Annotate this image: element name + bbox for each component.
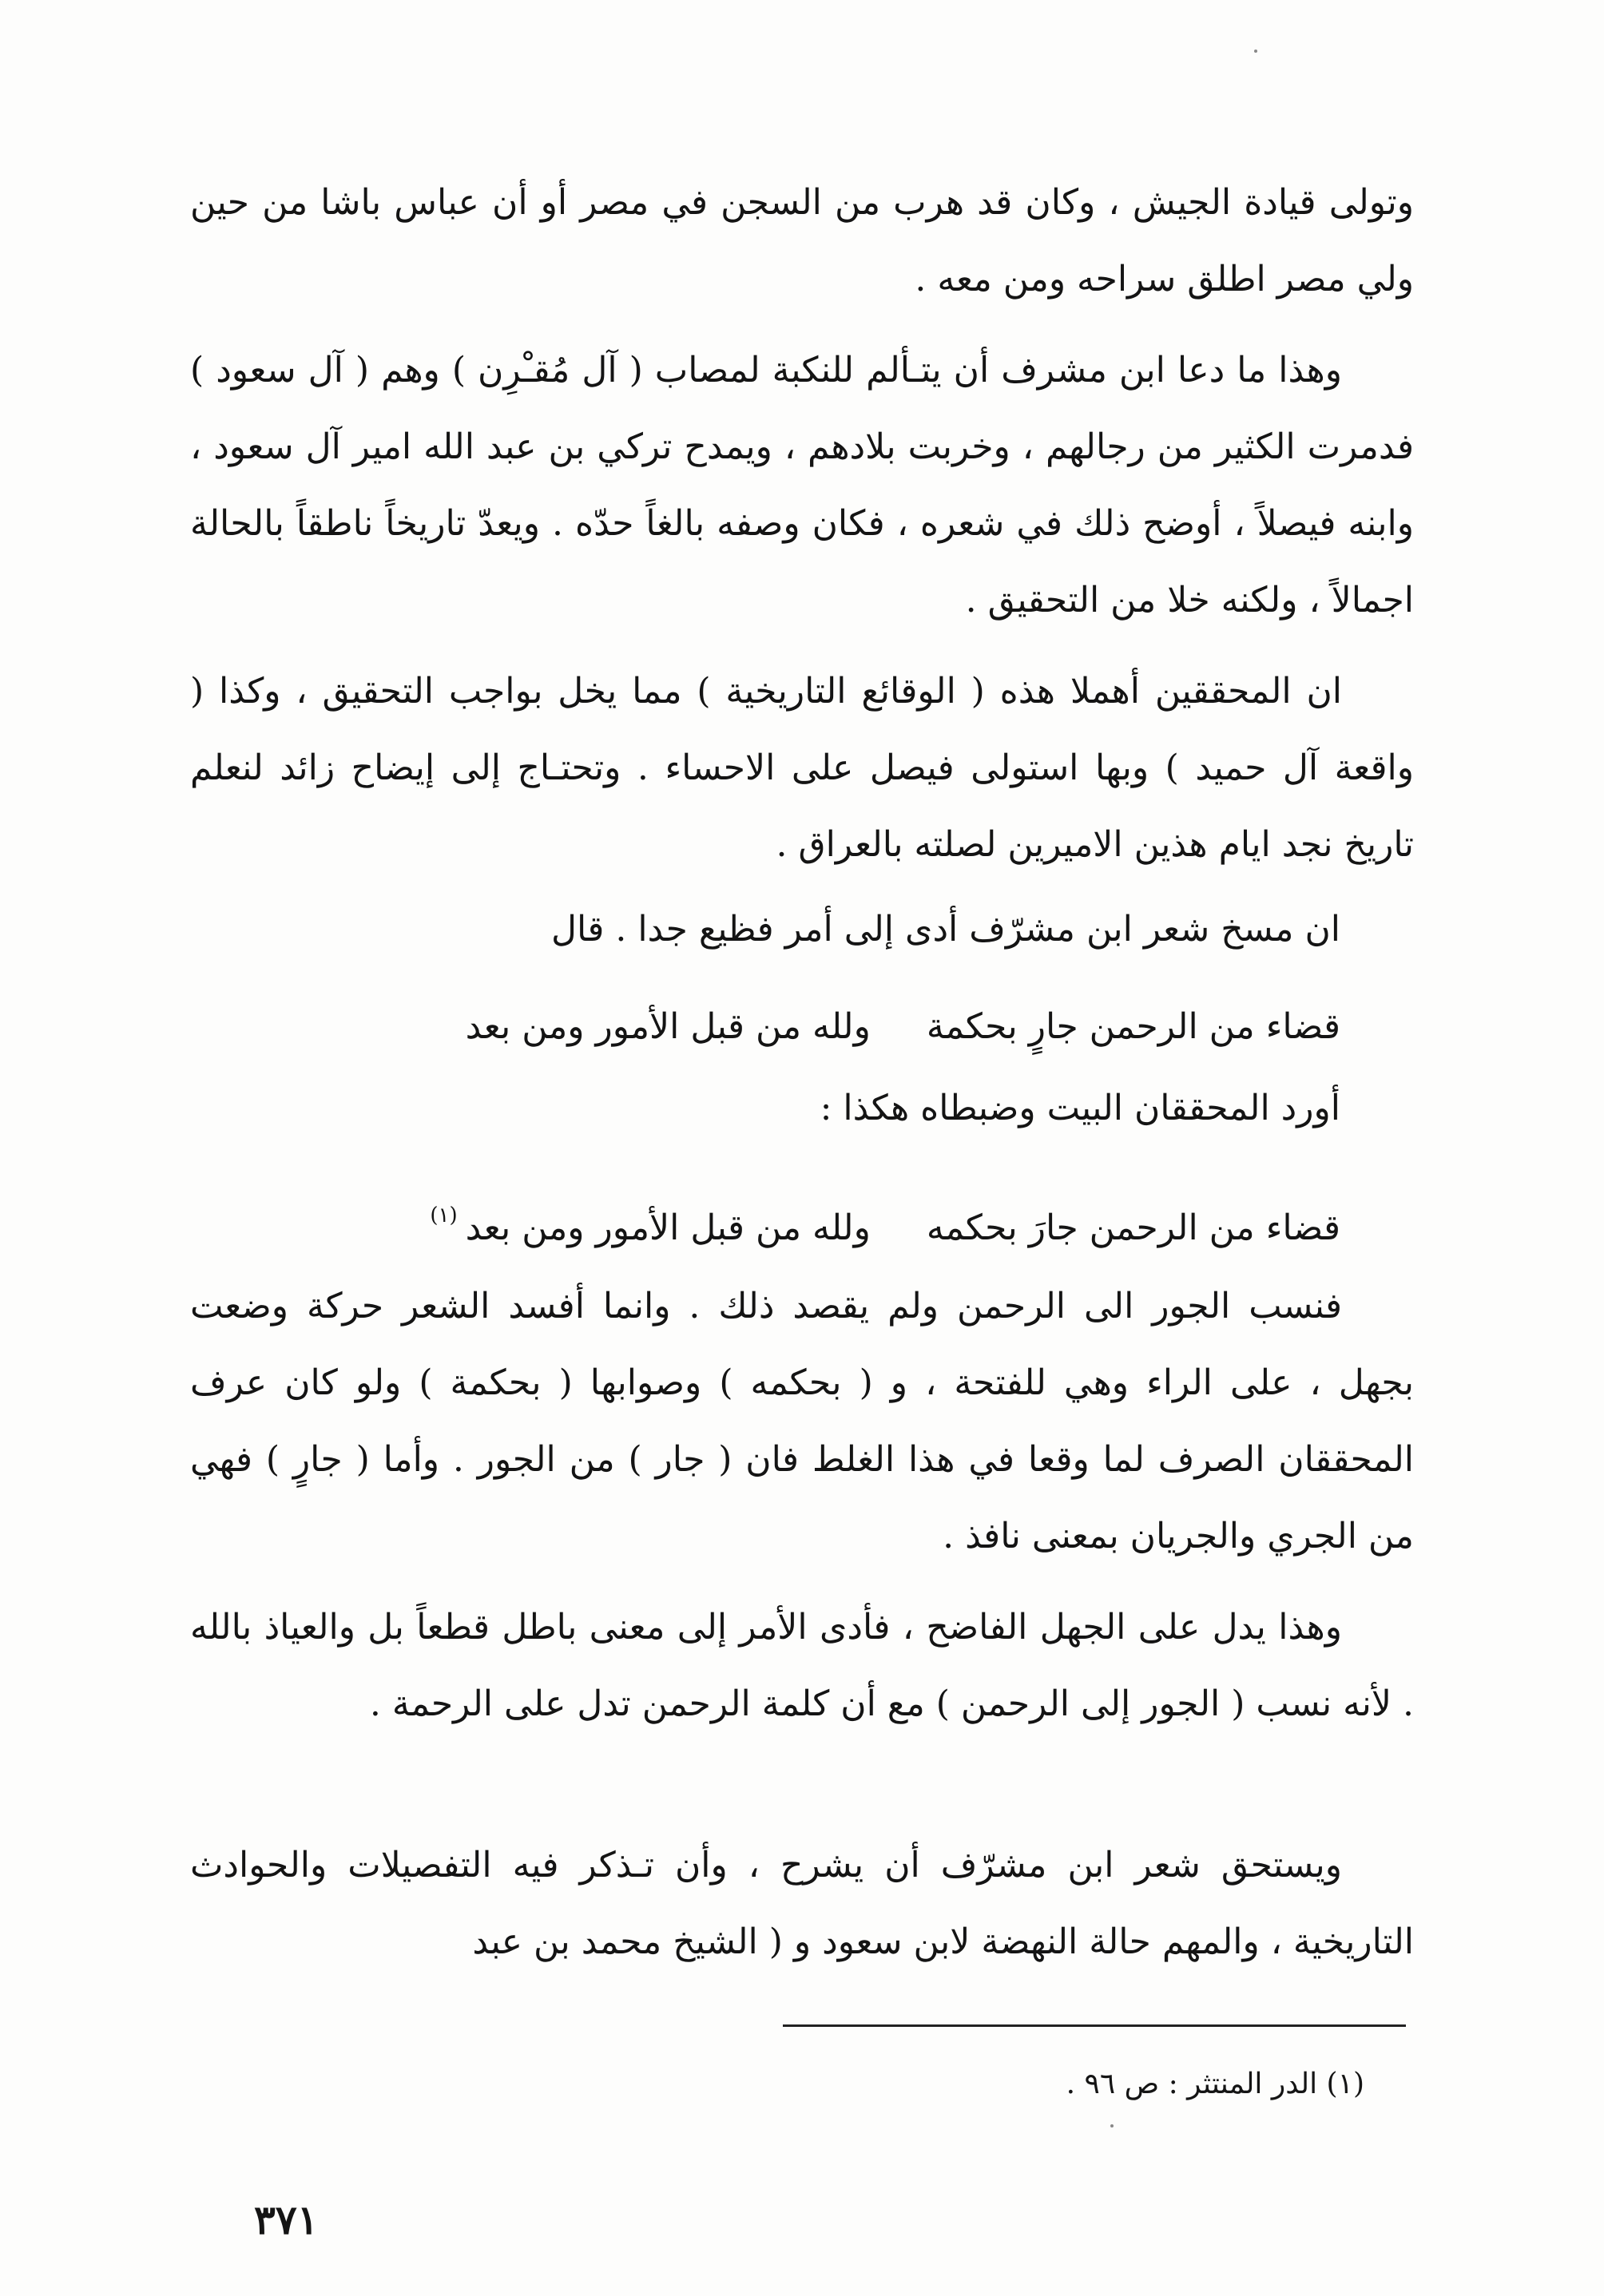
paragraph-text: وهذا يدل على الجهل الفاضح ، فأدى الأمر إلى معنى باطل قطعاً بل والعياذ بالله . لأنه نسب ( الجور إلى الرحمن ) مع أن كلمة الرحمن تدل على الرحمة .	[190, 1607, 1414, 1724]
footnote-reference: (١)	[430, 1204, 458, 1227]
paragraph-text: وتولى قيادة الجيش ، وكان قد هرب من السجن في مصر أو أن عباس باشا من حين ولي مصر اطلق سراحه ومن معه .	[190, 182, 1414, 299]
footnote-divider	[783, 2024, 1406, 2027]
paragraph-text: ان مسخ شعر ابن مشرّف أدى إلى أمر فظيع جدا . قال	[550, 909, 1340, 950]
paragraph-2	[190, 332, 1414, 639]
paper-speck	[1110, 2124, 1114, 2127]
verse-second-hemistich: ولله من قبل الأمور ومن بعد	[465, 1207, 871, 1248]
paragraph-3	[190, 653, 1414, 883]
paragraph-4	[190, 891, 1340, 968]
paragraph-6	[190, 1268, 1414, 1575]
paragraph-5	[190, 1070, 1340, 1147]
verse-second-hemistich: ولله من قبل الأمور ومن بعد	[465, 1006, 871, 1047]
page-number: ٣٧١	[254, 2196, 319, 2243]
verse-first-hemistich: قضاء من الرحمن جارٍ بحكمة	[926, 1006, 1340, 1047]
paragraph-text: ويستحق شعر ابن مشرّف أن يشرح ، وأن تـذكر فيه التفصيلات والحوادث التاريخية ، والمهم حالة النهضة لابن سعود و ( الشيخ محمد بن عبد	[190, 1845, 1414, 1962]
paragraph-8	[190, 1827, 1414, 1981]
verse-line-2	[190, 1177, 1340, 1267]
paragraph-7	[190, 1589, 1414, 1743]
footnote: (١) الدر المنتثر : ص ٩٦ .	[1066, 2068, 1364, 2100]
paragraph-text: ان المحققين أهملا هذه ( الوقائع التاريخية ) مما يخل بواجب التحقيق ، وكذا ( واقعة آل حميد ) وبها استولى فيصل على الاحساء . وتحتـاج إلى إيضاح زائد لنعلم تاريخ نجد ايام هذين الاميرين لصلته بالعراق .	[190, 671, 1414, 865]
paragraph-1	[190, 165, 1414, 318]
paragraph-text: أورد المحققان البيت وضبطاه هكذا :	[820, 1088, 1340, 1128]
verse-first-hemistich: قضاء من الرحمن جارَ بحكمه	[926, 1207, 1340, 1248]
paragraph-text: وهذا ما دعا ابن مشرف أن يتـألم للنكبة لمصاب ( آل مُقـْرِن ) وهم ( آل سعود ) فدمرت الكثير من رجالهم ، وخربت بلادهم ، ويمدح تركي بن عبد الله امير آل سعود ، وابنه فيصلاً ، أوضح ذلك في شعره ، فكان وصفه بالغاً حدّه . ويعدّ تاريخاً ناطقاً بالحالة اجمالاً ، ولكنه خلا من التحقيق .	[190, 350, 1414, 621]
paper-speck	[1254, 50, 1257, 53]
verse-line-1	[190, 989, 1340, 1065]
paragraph-text: فنسب الجور الى الرحمن ولم يقصد ذلك . وانما أفسد الشعر حركة وضعت بجهل ، على الراء وهي للفتحة ، و ( بحكمه ) وصوابها ( بحكمة ) ولو كان عرف المحققان الصرف لما وقعا في هذا الغلط فان ( جار ) من الجور . وأما ( جارٍ ) فهي من الجري والجريان بمعنى نافذ .	[190, 1286, 1414, 1556]
